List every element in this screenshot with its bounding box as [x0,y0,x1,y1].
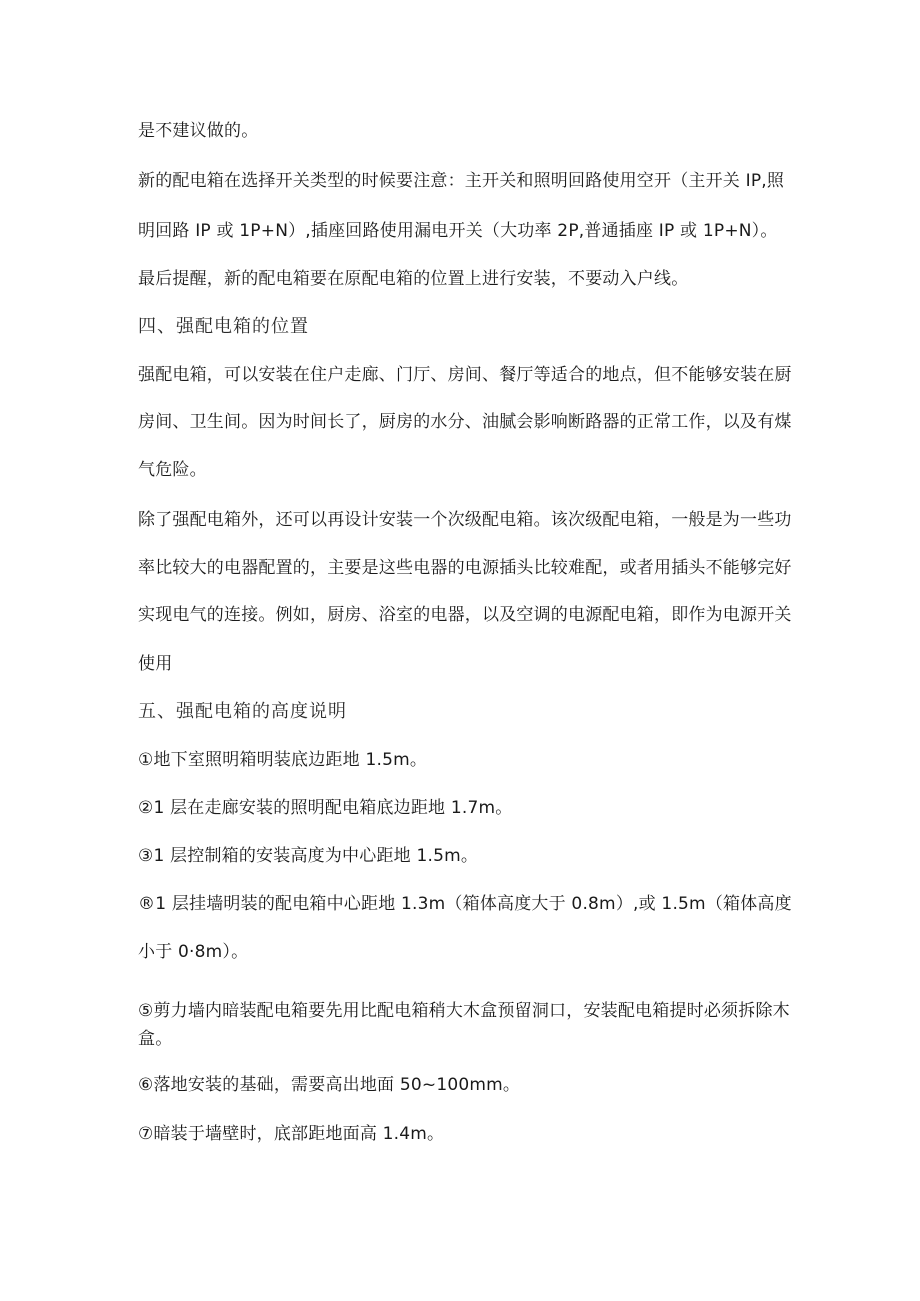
list-item-continuation: 小于 0·8m）。 [138,942,249,962]
list-item-continuation: 盒。 [138,1029,173,1049]
paragraph-line: 率比较大的电器配置的，主要是这些电器的电源插头比较难配，或者用插头不能够完好 [138,558,792,578]
paragraph-line: 房间、卫生间。因为时间长了，厨房的水分、油腻会影响断路器的正常工作，以及有煤 [138,412,792,432]
section-heading-5: 五、强配电箱的高度说明 [138,701,347,722]
paragraph-line: 实现电气的连接。例如，厨房、浴室的电器，以及空调的电源配电箱，即作为电源开关 [138,605,792,625]
section-heading-4: 四、强配电箱的位置 [138,316,309,337]
paragraph-line: 最后提醒，新的配电箱要在原配电箱的位置上进行安装，不要动入户线。 [138,269,689,289]
list-item: ③1 层控制箱的安装高度为中心距地 1.5m。 [138,846,479,866]
list-item: ®1 层挂墙明装的配电箱中心距地 1.3m（箱体高度大于 0.8m）,或 1.5m（箱体高度 [138,894,792,914]
paragraph-line: 气危险。 [138,460,207,480]
list-item: ⑦暗装于墙壁时，底部距地面高 1.4m。 [138,1124,445,1144]
paragraph-line: 明回路 IP 或 1P+N）,插座回路使用漏电开关（大功率 2P,普通插座 IP 或 1P+N）。 [138,221,778,241]
paragraph-line: 新的配电箱在选择开关类型的时候要注意：主开关和照明回路使用空开（主开关 IP,照 [138,171,785,191]
list-item: ②1 层在走廊安装的照明配电箱底边距地 1.7m。 [138,798,513,818]
list-item: ①地下室照明箱明装底边距地 1.5m。 [138,750,428,770]
list-item: ⑤剪力墙内暗装配电箱要先用比配电箱稍大木盒预留洞口，安装配电箱提时必须拆除木 [138,1001,790,1021]
list-item: ⑥落地安装的基础，需要高出地面 50~100mm。 [138,1075,521,1095]
paragraph-line: 强配电箱，可以安装在住户走廊、门厅、房间、餐厅等适合的地点，但不能够安装在厨 [138,365,792,385]
paragraph-line: 除了强配电箱外，还可以再设计安装一个次级配电箱。该次级配电箱，一般是为一些功 [138,510,792,530]
paragraph-line: 使用 [138,654,173,674]
paragraph-line: 是不建议做的。 [138,121,259,141]
